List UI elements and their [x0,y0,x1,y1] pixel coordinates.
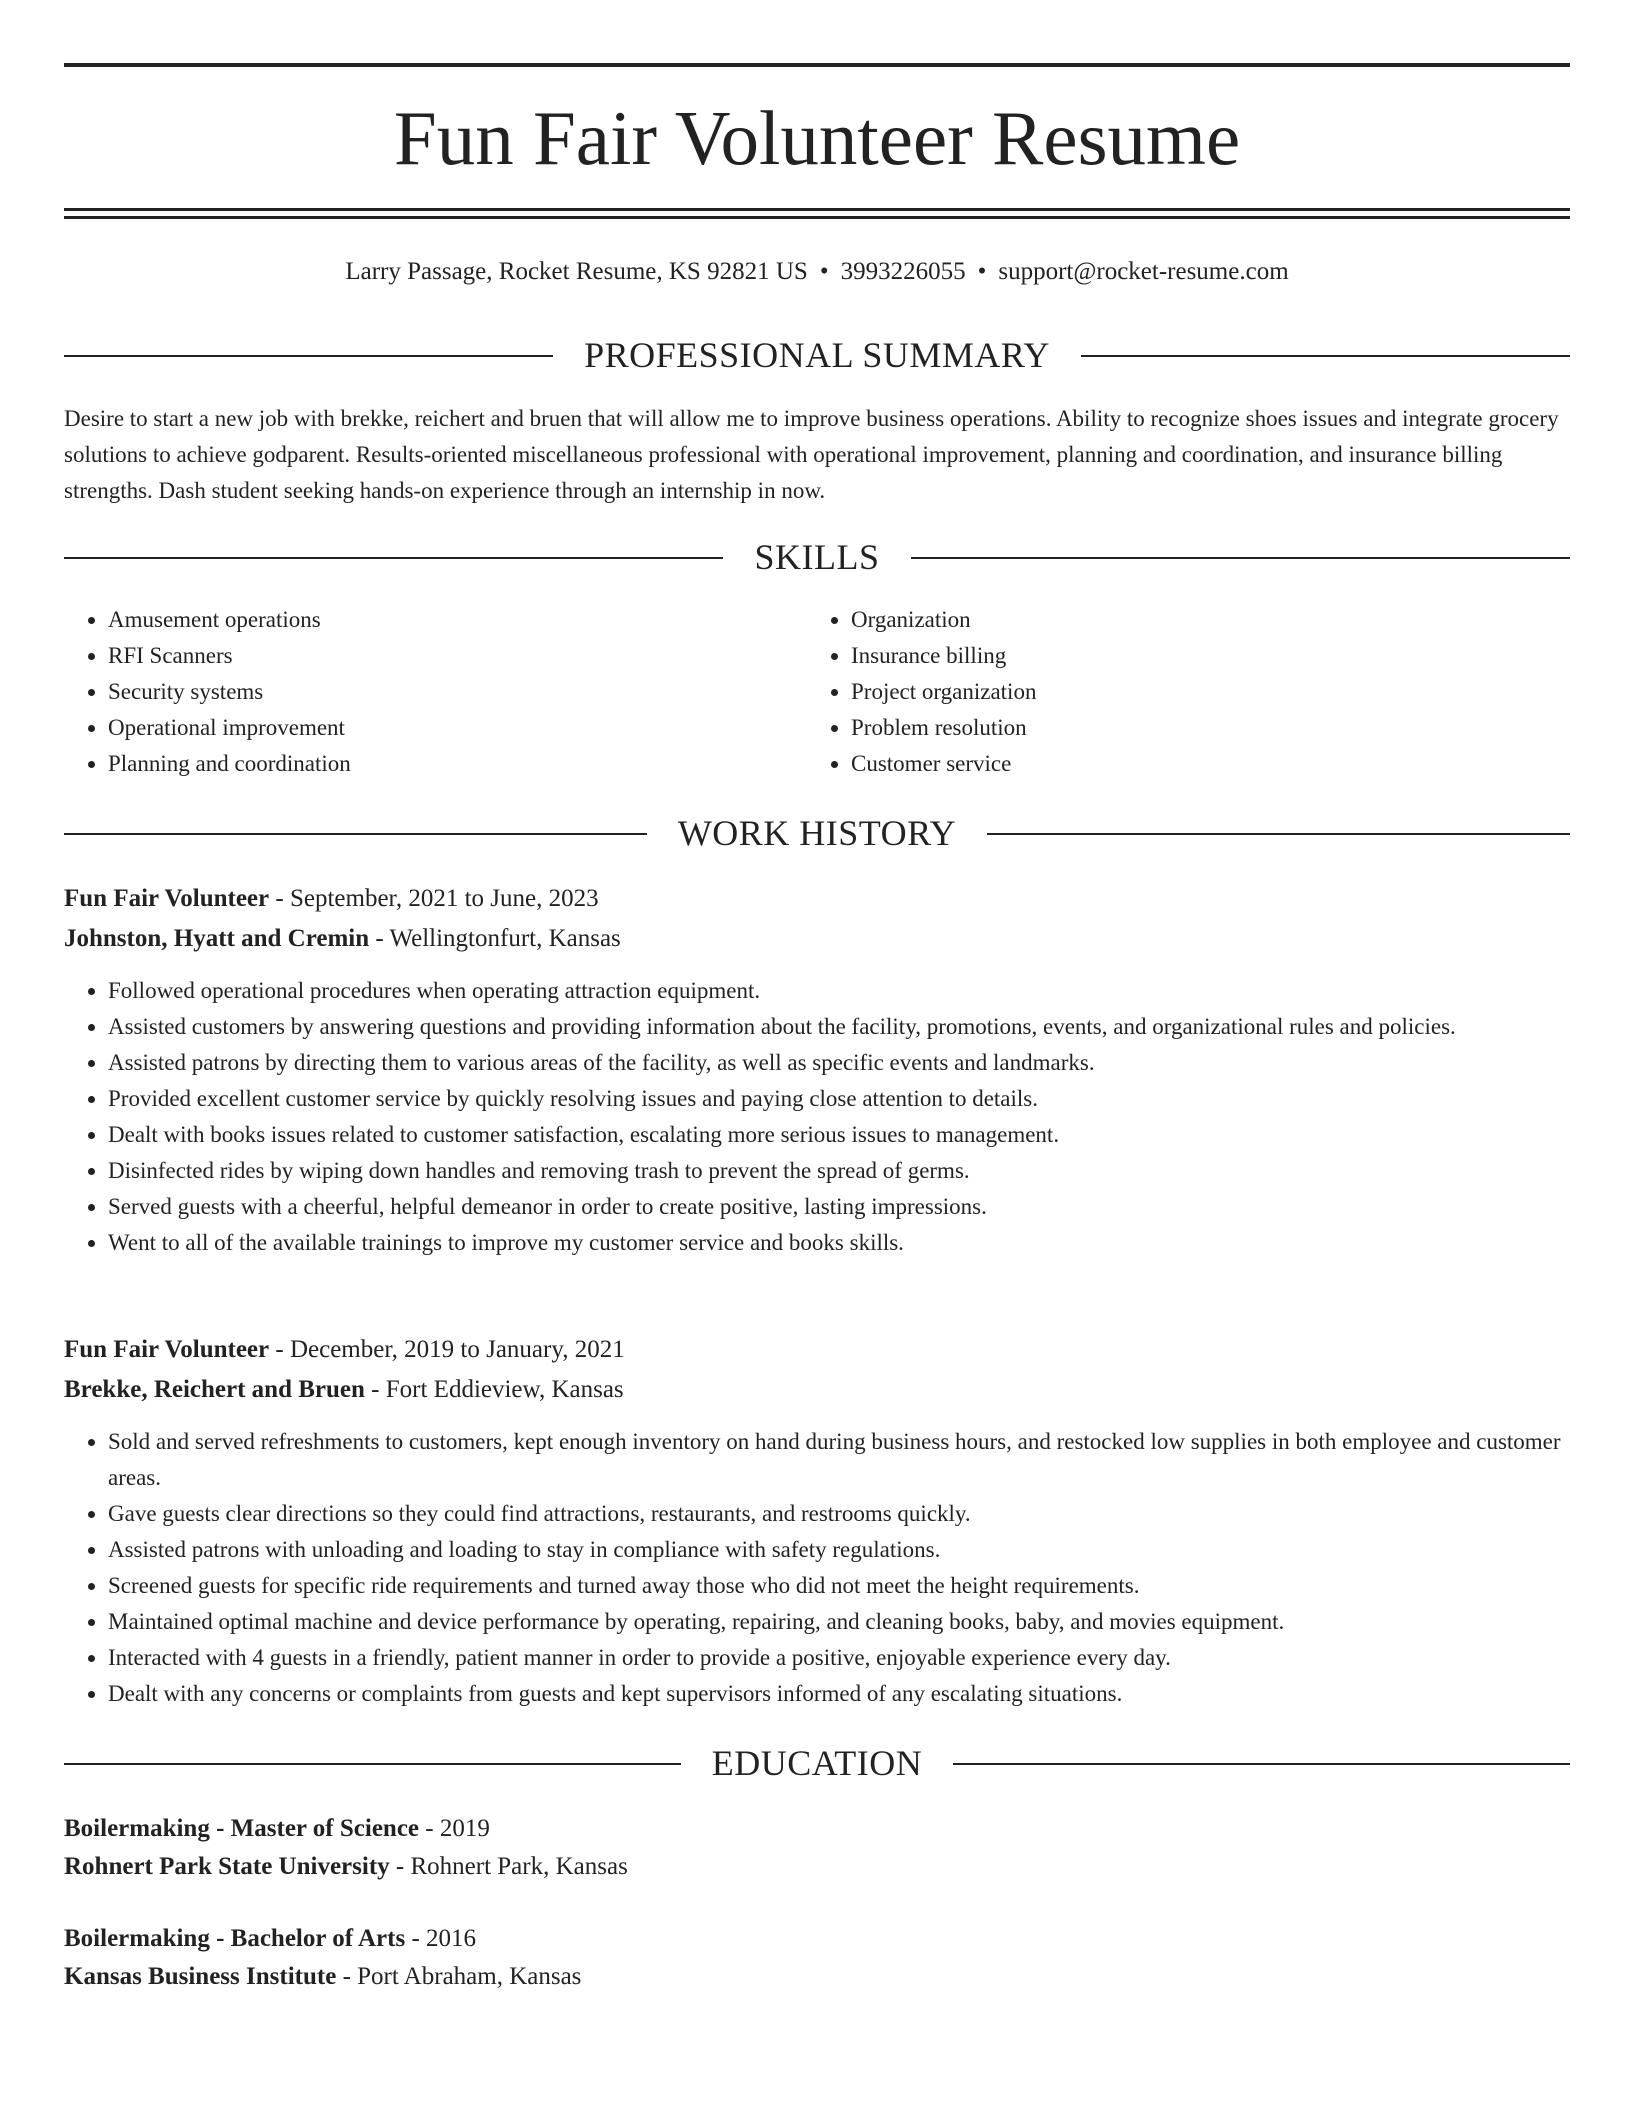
job-duty: • Followed operational procedures when operating attraction equipment. [108,973,1614,1009]
title-top-rule [64,63,1570,67]
skills-column-1 [64,602,351,782]
section-title: WORK HISTORY [677,813,957,853]
education-school-line [64,1848,1570,1886]
job-title: Fun Fair Volunteer [64,1336,270,1363]
job-company: Johnston, Hyatt and Cremin [64,925,370,952]
contact-address: Larry Passage, Rocket Resume, KS 92821 US [345,258,808,285]
job-duties-list [64,973,1614,1261]
job-duty: • Disinfected rides by wiping down handles and removing trash to prevent the spread of germs. [108,1153,1614,1189]
job-company-line [64,919,1570,959]
job-title: Fun Fair Volunteer [64,885,270,912]
education-degree-line [64,1810,1570,1848]
job-duty: • Went to all of the available trainings to improve my customer service and books skills. [108,1225,1614,1261]
job-location: - Wellingtonfurt, Kansas [369,925,621,952]
title-bottom-rule-2 [64,216,1570,219]
job-title-line [64,1330,1570,1370]
work-history-heading [64,813,1570,853]
skills-column-2 [807,602,1036,782]
summary-heading [64,335,1570,375]
job-company: Brekke, Reichert and Bruen [64,1376,365,1403]
skill-item: • Operational improvement [108,710,351,746]
title-bottom-rule [64,208,1570,211]
education-degree: Boilermaking - Bachelor of Arts [64,1925,406,1952]
summary-text: Desire to start a new job with brekke, reichert and bruen that will allow me to improve business operations. Ability to recognize shoes issues and integrate grocery solutions to achieve godparent. Results-oriented miscellaneous professional with operational improvement, planning and coordination, and insurance billing strengths. Dash student seeking hands-on experience through an internship in now. [64,406,1559,503]
education-school-line [64,1958,1570,1996]
education-degree-line [64,1920,1570,1958]
skill-item: • Project organization [851,674,1036,710]
skill-item: • Amusement operations [108,602,351,638]
job-duty: • Dealt with books issues related to customer satisfaction, escalating more serious issues to management. [108,1117,1614,1153]
job-duty: • Interacted with 4 guests in a friendly, patient manner in order to provide a positive, enjoyable experience every day. [108,1640,1614,1676]
job-duty: • Sold and served refreshments to customers, kept enough inventory on hand during business hours, and restocked low supplies in both employee and customer areas. [108,1424,1614,1496]
section-title: PROFESSIONAL SUMMARY [584,335,1050,375]
skill-item: • RFI Scanners [108,638,351,674]
job-duty: • Screened guests for specific ride requirements and turned away those who did not meet the height requirements. [108,1568,1614,1604]
job-duty: • Assisted patrons by directing them to various areas of the facility, as well as specific events and landmarks. [108,1045,1614,1081]
skill-item: • Organization [851,602,1036,638]
skill-item: • Insurance billing [851,638,1036,674]
education-school: Rohnert Park State University [64,1853,390,1880]
skill-item: • Customer service [851,746,1036,782]
contact-separator: • [819,258,829,285]
contact-line [64,254,1570,290]
education-degree: Boilermaking - Master of Science [64,1815,420,1842]
section-title: SKILLS [754,537,880,577]
contact-email[interactable]: support@rocket-resume.com [998,258,1289,285]
skill-item: • Planning and coordination [108,746,351,782]
resume-title: Fun Fair Volunteer Resume [393,95,1241,181]
job-duty: • Served guests with a cheerful, helpful demeanor in order to create positive, lasting impressions. [108,1189,1614,1225]
job-title-line [64,879,1570,919]
education-year: - 2019 [419,1815,490,1842]
job-duty: • Provided excellent customer service by quickly resolving issues and paying close attention to details. [108,1081,1614,1117]
skill-item: • Problem resolution [851,710,1036,746]
education-school: Kansas Business Institute [64,1963,337,1990]
contact-separator: • [977,258,987,285]
job-location: - Fort Eddieview, Kansas [364,1376,624,1403]
education-heading [64,1743,1570,1783]
education-location: - Port Abraham, Kansas [336,1963,582,1990]
job-duty: • Maintained optimal machine and device performance by operating, repairing, and cleaning books, baby, and movies equipment. [108,1604,1614,1640]
skills-list [64,602,1570,782]
skill-item: • Security systems [108,674,351,710]
job-duties-list [64,1424,1614,1712]
job-duty: • Assisted patrons with unloading and loading to stay in compliance with safety regulations. [108,1532,1614,1568]
skills-heading [64,537,1570,577]
education-year: - 2016 [405,1925,477,1952]
job-duty: • Dealt with any concerns or complaints from guests and kept supervisors informed of any escalating situations. [108,1676,1614,1712]
job-duty: • Assisted customers by answering questions and providing information about the facility, promotions, events, and organizational rules and policies. [108,1009,1614,1045]
job-dates: - September, 2021 to June, 2023 [269,885,599,912]
job-company-line [64,1370,1570,1410]
job-duty: • Gave guests clear directions so they could find attractions, restaurants, and restrooms quickly. [108,1496,1614,1532]
contact-phone: 3993226055 [840,258,966,285]
education-location: - Rohnert Park, Kansas [389,1853,628,1880]
job-dates: - December, 2019 to January, 2021 [269,1336,625,1363]
section-title: EDUCATION [711,1743,923,1783]
